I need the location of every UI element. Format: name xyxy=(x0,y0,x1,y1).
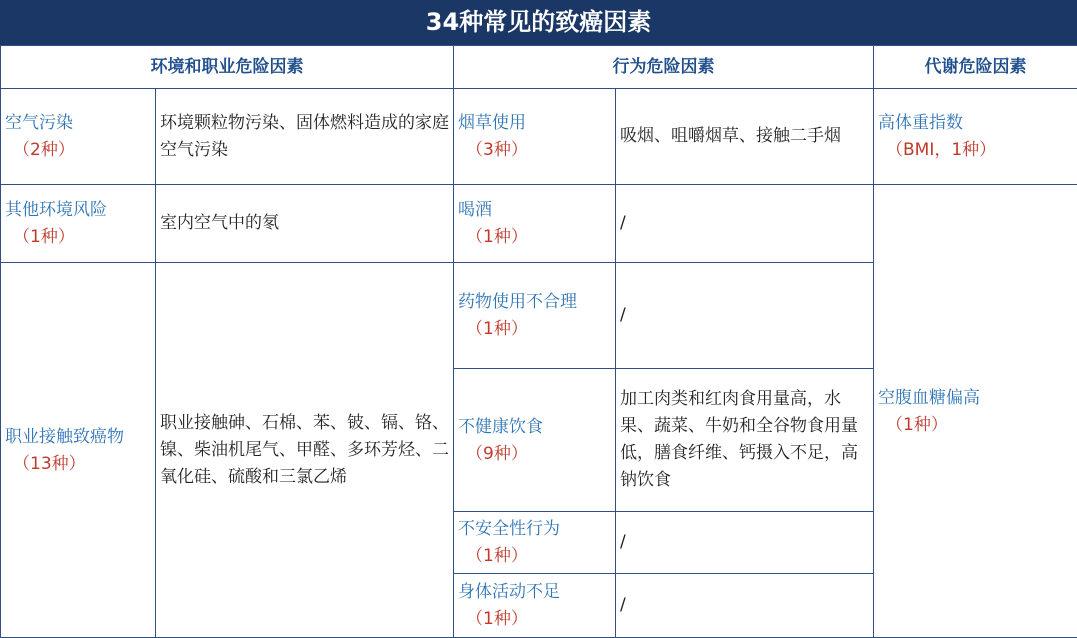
factor-unsafe-sex xyxy=(454,512,616,574)
factor-bmi xyxy=(874,89,1077,185)
factor-count: （3种） xyxy=(458,137,611,164)
factor-count: （1种） xyxy=(458,543,611,570)
factor-count: （1种） xyxy=(458,224,611,251)
factor-drug-misuse-desc: / xyxy=(616,263,874,369)
factor-count: （9种） xyxy=(458,441,611,468)
factor-unhealthy-diet-desc: 加工肉类和红肉食用量高，水果、蔬菜、牛奶和全谷物食用量低，膳食纤维、钙摄入不足，高钠饮食 xyxy=(616,369,874,512)
factor-name: 不健康饮食 xyxy=(458,417,543,437)
factor-physical-inactivity xyxy=(454,574,616,638)
factor-unsafe-sex-desc: / xyxy=(616,512,874,574)
header-metabolic: 代谢危险因素 xyxy=(874,46,1077,89)
factor-other-environment xyxy=(1,185,156,263)
factor-count: （1种） xyxy=(458,316,611,343)
factor-air-pollution-desc: 环境颗粒物污染、固体燃料造成的家庭空气污染 xyxy=(156,89,454,185)
factor-count: （BMI，1种） xyxy=(878,137,1073,164)
factor-name: 不安全性行为 xyxy=(458,519,560,539)
factor-air-pollution xyxy=(1,89,156,185)
factor-name: 空气污染 xyxy=(5,113,73,133)
factor-name: 药物使用不合理 xyxy=(458,292,577,312)
factor-count: （2种） xyxy=(5,137,151,164)
factor-name: 其他环境风险 xyxy=(5,200,107,220)
factor-count: （13种） xyxy=(5,451,151,478)
factor-alcohol-desc: / xyxy=(616,185,874,263)
factor-count: （1种） xyxy=(5,224,151,251)
factor-name: 职业接触致癌物 xyxy=(5,427,124,447)
factor-fasting-glucose xyxy=(874,185,1077,638)
table-title: 34种常见的致癌因素 xyxy=(0,0,1077,45)
header-behavior: 行为危险因素 xyxy=(454,46,874,89)
factor-name: 喝酒 xyxy=(458,200,492,220)
factor-count: （1种） xyxy=(878,412,1073,439)
factor-other-environment-desc: 室内空气中的氡 xyxy=(156,185,454,263)
factor-unhealthy-diet xyxy=(454,369,616,512)
header-environment: 环境和职业危险因素 xyxy=(1,46,454,89)
factor-occupational xyxy=(1,263,156,638)
factor-occupational-desc: 职业接触砷、石棉、苯、铍、镉、铬、镍、柴油机尾气、甲醛、多环芳烃、二氧化硅、硫酸和三氯乙烯 xyxy=(156,263,454,638)
factor-count: （1种） xyxy=(458,606,611,633)
factor-tobacco-desc: 吸烟、咀嚼烟草、接触二手烟 xyxy=(616,89,874,185)
carcinogen-table xyxy=(0,45,1077,638)
factor-name: 身体活动不足 xyxy=(458,582,560,602)
factor-name: 烟草使用 xyxy=(458,113,526,133)
factor-tobacco xyxy=(454,89,616,185)
factor-alcohol xyxy=(454,185,616,263)
factor-name: 空腹血糖偏高 xyxy=(878,388,980,408)
factor-drug-misuse xyxy=(454,263,616,369)
factor-physical-inactivity-desc: / xyxy=(616,574,874,638)
factor-name: 高体重指数 xyxy=(878,113,963,133)
